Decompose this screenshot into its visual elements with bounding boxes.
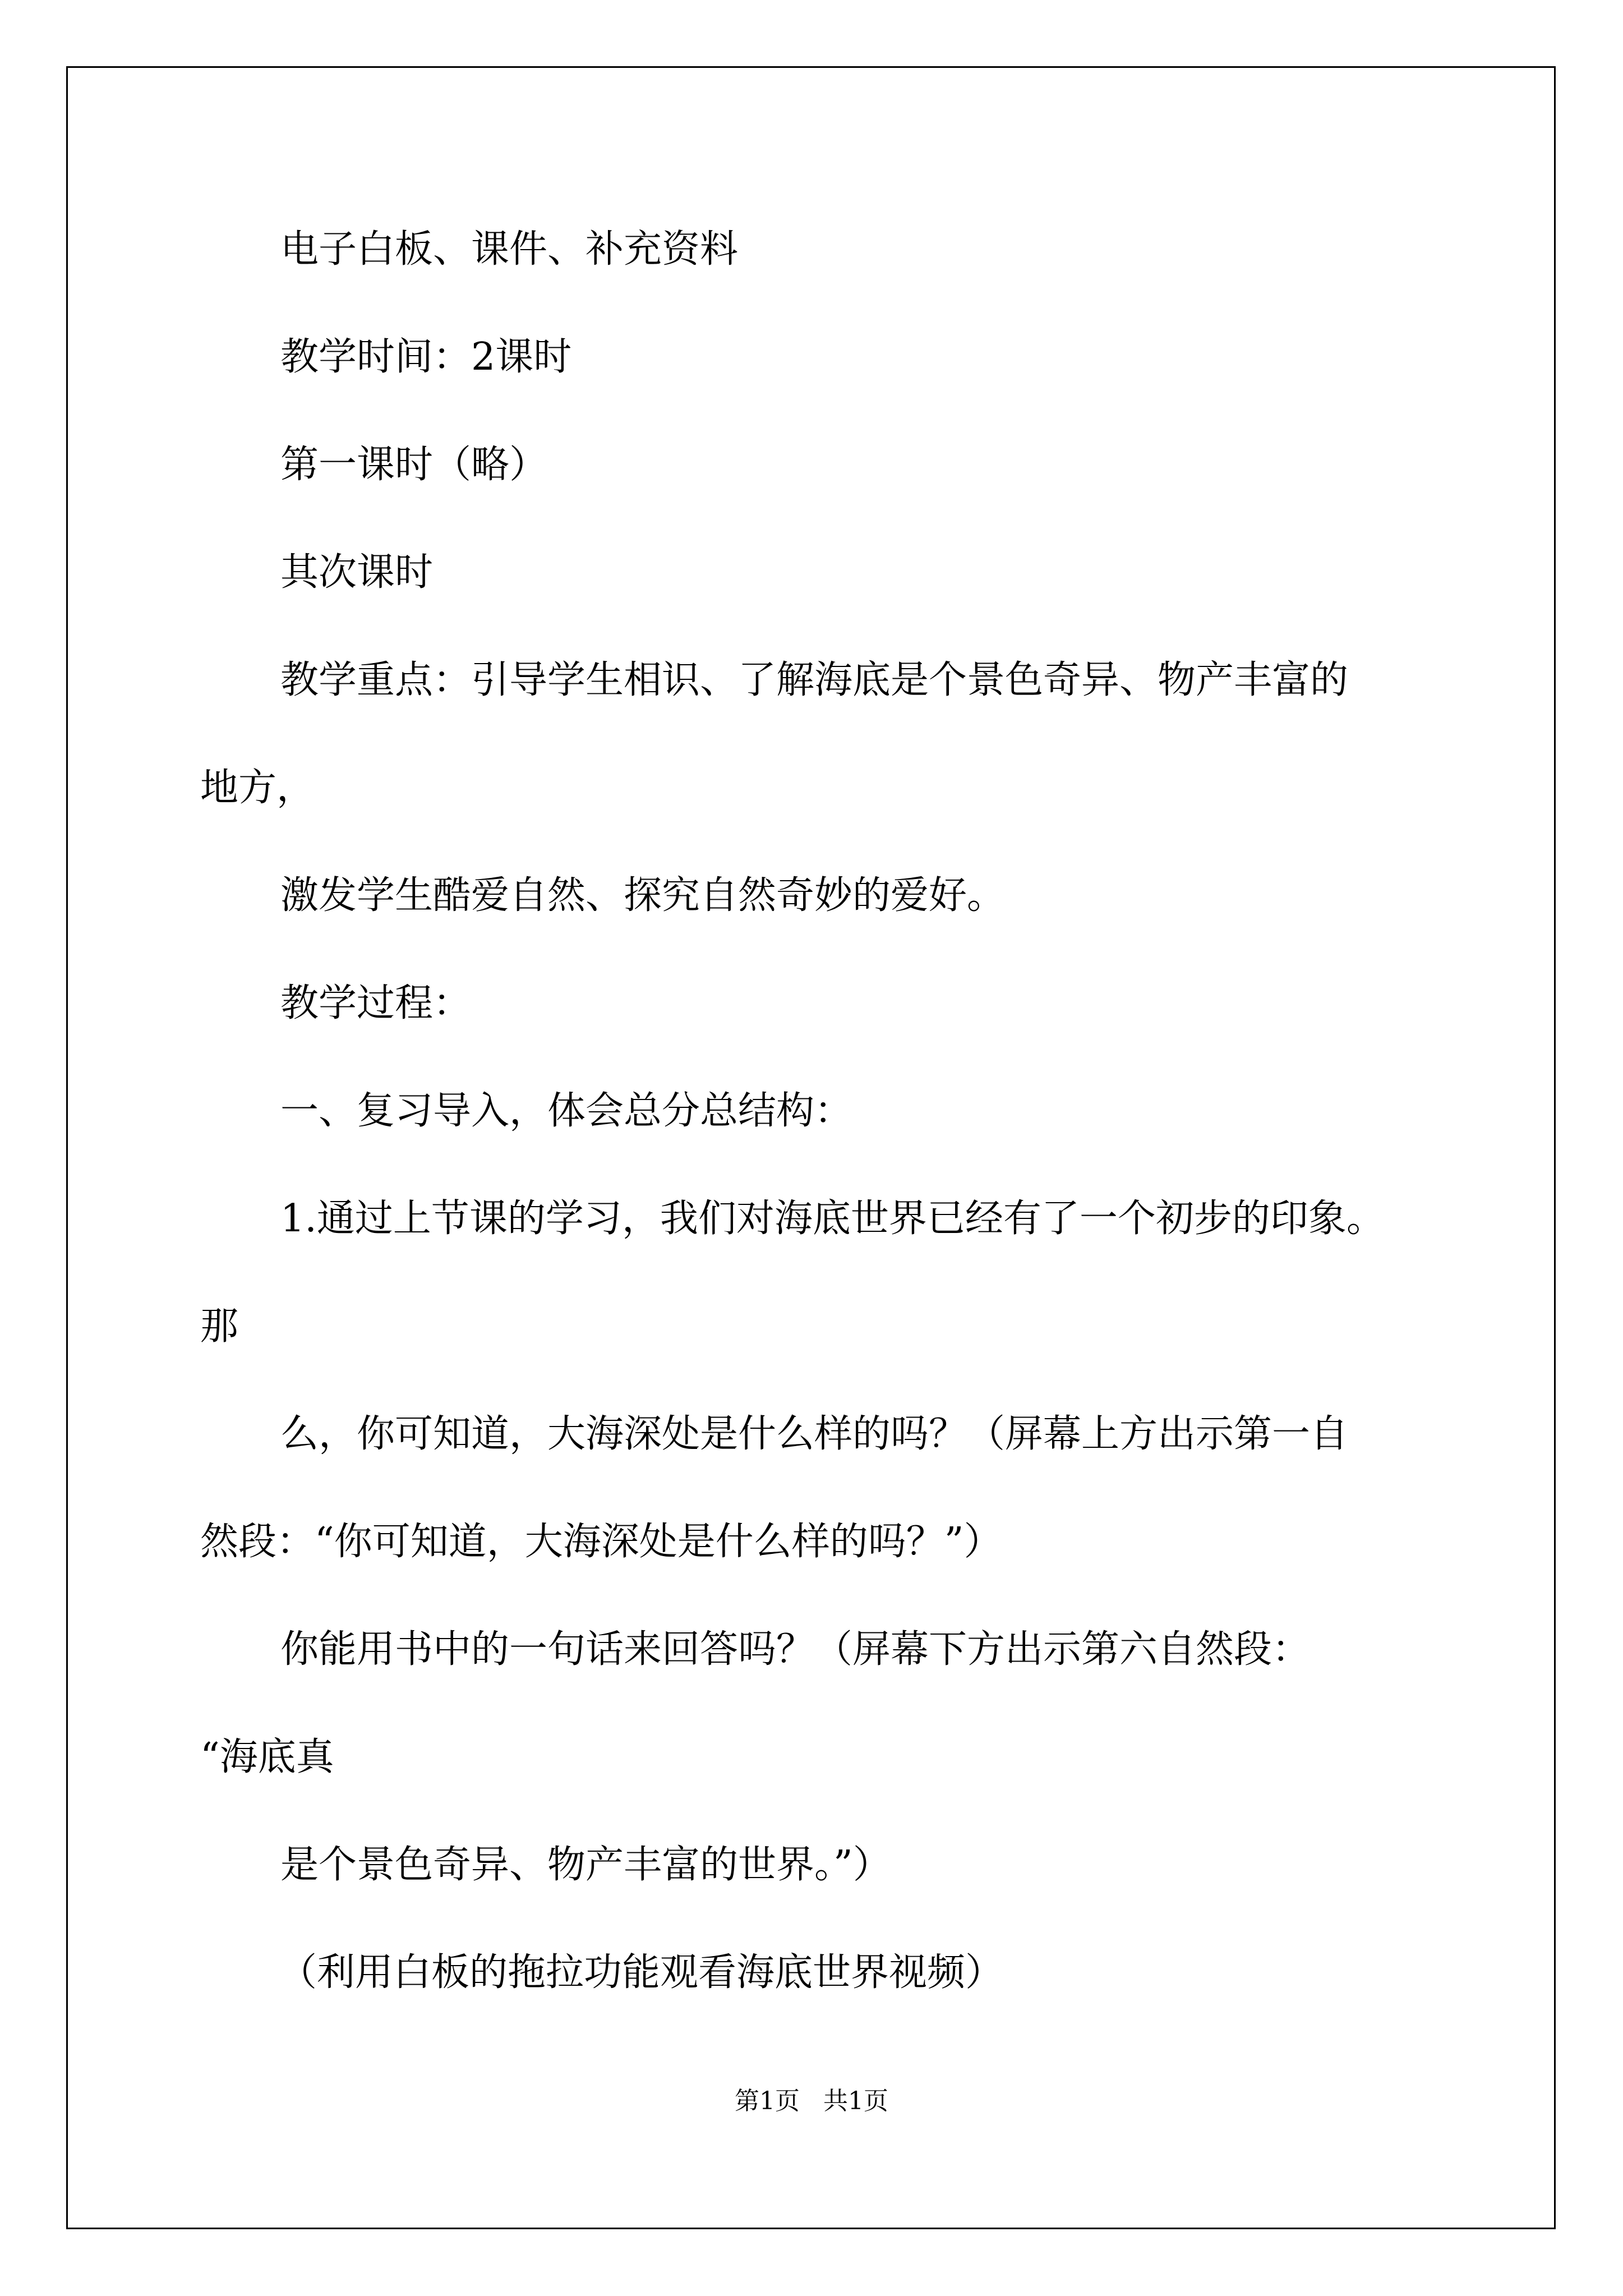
paragraph-answer-quote-continued: 是个景色奇异、物产丰富的世界。”） bbox=[280, 1843, 891, 1887]
paragraph-step-one: 一、复习导入，体会总分总结构： bbox=[280, 1089, 853, 1133]
paragraph-answer-prompt: 你能用书中的一句话来回答吗？（屏幕下方出示第六自然段： bbox=[280, 1627, 1311, 1672]
paragraph-question: 么，你可知道，大海深处是什么样的吗？（屏幕上方出示第一自 bbox=[280, 1412, 1349, 1456]
paragraph-key-points-continued: 地方， bbox=[200, 766, 315, 810]
paragraph-item-one-continued: 那 bbox=[200, 1304, 239, 1349]
paragraph-inspire: 激发学生酷爱自然、探究自然奇妙的爱好。 bbox=[280, 873, 1006, 918]
paragraph-first-lesson: 第一课时（略） bbox=[280, 443, 548, 487]
paragraph-question-continued: 然段：“你可知道，大海深处是什么样的吗？”） bbox=[200, 1520, 1002, 1564]
paragraph-materials: 电子白板、课件、补充资料 bbox=[280, 227, 739, 272]
paragraph-teaching-time: 教学时间：2课时 bbox=[280, 335, 572, 379]
paragraph-key-points: 教学重点：引导学生相识、了解海底是个景色奇异、物产丰富的 bbox=[280, 658, 1349, 702]
paragraph-second-lesson: 其次课时 bbox=[280, 550, 434, 595]
paragraph-answer-quote: “海底真 bbox=[200, 1735, 334, 1779]
page-frame bbox=[66, 66, 1556, 2229]
paragraph-process-heading: 教学过程： bbox=[280, 981, 472, 1025]
page-number-footer: 第1页 共1页 bbox=[735, 2087, 888, 2115]
paragraph-video-note: （利用白板的拖拉功能观看海底世界视频） bbox=[279, 1950, 1004, 1995]
paragraph-item-one: 1.通过上节课的学习，我们对海底世界已经有了一个初步的印象。 bbox=[280, 1197, 1385, 1241]
